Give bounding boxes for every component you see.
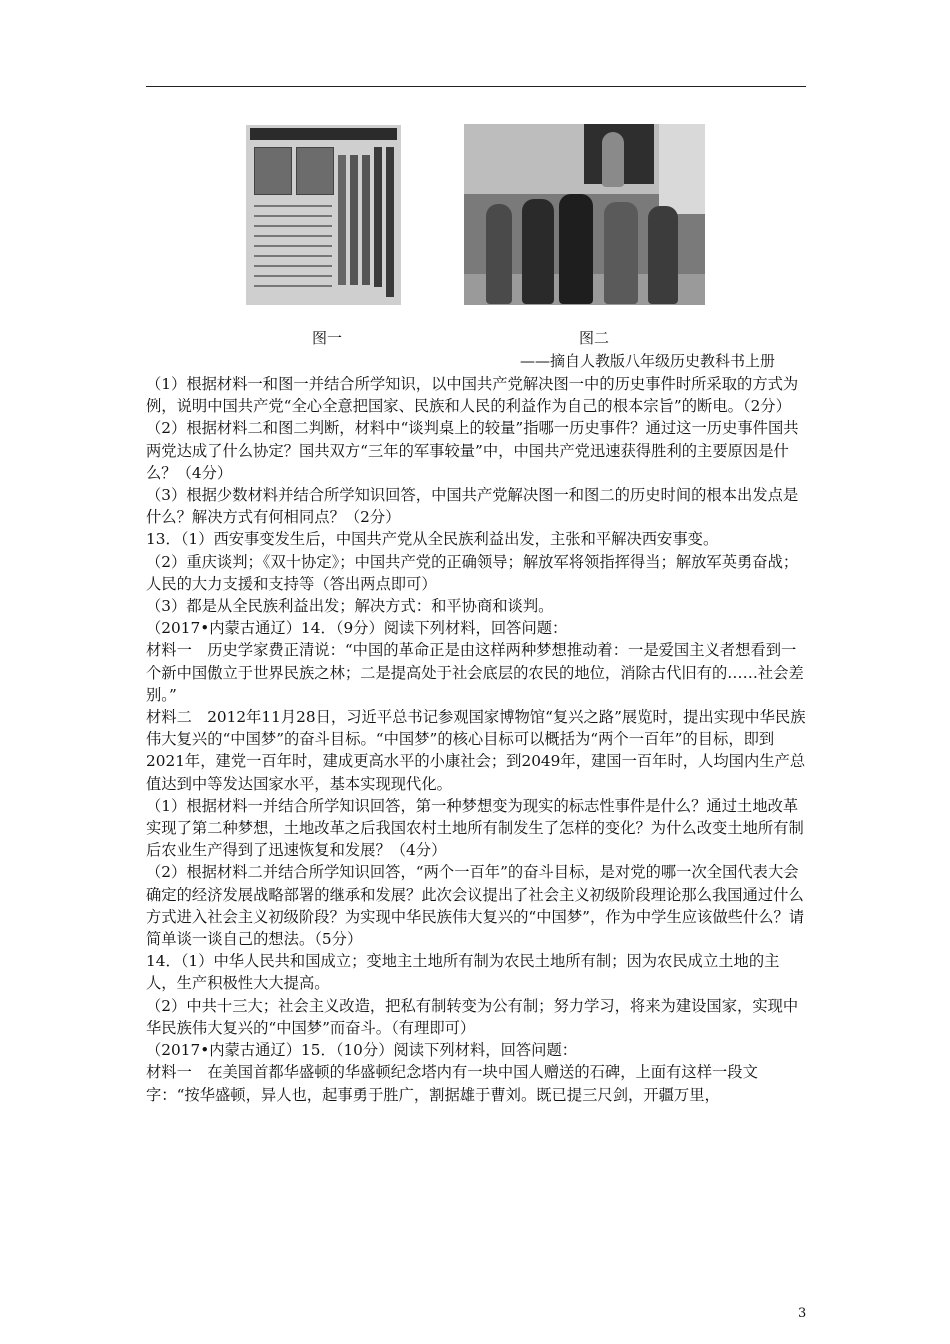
person-figure xyxy=(604,202,638,304)
figure-1-newspaper-image xyxy=(246,125,401,305)
newspaper-headline-column xyxy=(362,155,370,285)
newspaper-text-line xyxy=(254,235,332,237)
newspaper-portrait xyxy=(296,147,334,195)
material-2: 材料二 2012年11月28日，习近平总书记参观国家博物馆“复兴之路”展览时，提出实现中华民族伟大复兴的“中国梦”的奋斗目标。“中国梦”的核心目标可以概括为“两个一百年”的目标，即到2021年，建党一百年时，建成更高水平的小康社会；到2049年，建国一百年时，人均国内生产总值达到中等发达国家水平，基本实现现代化。 xyxy=(146,708,806,793)
answer-13-2: （2）重庆谈判；《双十协定》；中国共产党的正确领导；解放军将领指挥得当；解放军英勇奋战；人民的大力支援和支持等（答出两点即可） xyxy=(146,552,799,593)
answer-13-3: （3）都是从全民族利益出发；解决方式：和平协商和谈判。 xyxy=(146,597,554,616)
answer-13-1: 13．（1）西安事变发生后，中国共产党从全民族利益出发，主张和平解决西安事变。 xyxy=(146,530,719,549)
newspaper-text-line xyxy=(254,255,332,257)
newspaper-text-line xyxy=(254,225,332,227)
question-14-1: （1）根据材料一并结合所学知识回答，第一种梦想变为现实的标志性事件是什么？通过土地改革实现了第二种梦想，土地改革之后我国农村土地所有制发生了怎样的变化？为什么改变土地所有制后农业生产得到了迅速恢复和发展？（4分） xyxy=(146,796,804,860)
newspaper-text-line xyxy=(254,285,332,287)
person-figure xyxy=(559,194,593,304)
question-1: （1）根据材料一和图一并结合所学知识，以中国共产党解决图一中的历史事件时所采取的方式为例，说明中国共产党“全心全意把国家、民族和人民的利益作为自己的根本宗旨”的断电。（2分） xyxy=(146,375,799,416)
newspaper-headline-column xyxy=(386,147,394,297)
header-rule xyxy=(146,86,806,87)
question-14-2: （2）根据材料二并结合所学知识回答，“两个一百年”的奋斗目标，是对党的哪一次全国代表大会确定的经济发展战略部署的继承和发展？此次会议提出了社会主义初级阶段理论那么我国通过什么方式进入社会主义初级阶段？为实现中华民族伟大复兴的“中国梦”，作为中学生应该做些什么？请简单谈一谈自己的想法。（5分） xyxy=(146,863,805,949)
newspaper-headline-column xyxy=(350,155,358,285)
material-15-1: 材料一 在美国首都华盛顿的华盛顿纪念塔内有一块中国人赠送的石碑，上面有这样一段文字：“按华盛顿，异人也，起事勇于胜广，割据雄于曹刘。既已提三尺剑，开疆万里， xyxy=(146,1063,758,1104)
figure-2-caption: 图二 xyxy=(579,329,610,347)
newspaper-headline-column xyxy=(374,147,382,287)
sky-area xyxy=(659,124,705,214)
answer-14-2: （2）中共十三大；社会主义改造，把私有制转变为公有制；努力学习，将来为建设国家，实现中华民族伟大复兴的“中国梦”而奋斗。（有理即可） xyxy=(146,996,799,1037)
question-3: （3）根据少数材料并结合所学知识回答，中国共产党解决图一和图二的历史时间的根本出发点是什么？解决方式有何相同点？（2分） xyxy=(146,486,799,527)
page-number: 3 xyxy=(798,1306,807,1321)
figure-source-note: ——摘自人教版八年级历史教科书上册 xyxy=(520,352,776,370)
material-1: 材料一 历史学家费正清说：“中国的革命正是由这样两种梦想推动着：一是爱国主义者想看到一个新中国傲立于世界民族之林；二是提高处于社会底层的农民的地位，消除古代旧有的……社会差别。” xyxy=(146,641,804,704)
person-figure xyxy=(486,204,512,304)
figure-1-caption: 图一 xyxy=(312,329,343,347)
answer-14-1: 14．（1）中华人民共和国成立；变地主土地所有制为农民土地所有制；因为农民成立土地的主人，生产积极性大大提高。 xyxy=(146,952,780,993)
document-body xyxy=(146,373,808,1106)
newspaper-text-line xyxy=(254,215,332,217)
person-figure xyxy=(648,206,678,304)
newspaper-text-line xyxy=(254,205,332,207)
newspaper-headline-column xyxy=(338,155,346,285)
newspaper-portrait xyxy=(254,147,292,195)
person-figure xyxy=(522,199,554,304)
figure-2-photo xyxy=(464,124,705,305)
newspaper-text-line xyxy=(254,265,332,267)
question-15-intro: （2017•内蒙古通辽）15．（10分）阅读下列材料，回答问题： xyxy=(146,1041,578,1060)
question-14-intro: （2017•内蒙古通辽）14．（9分）阅读下列材料，回答问题： xyxy=(146,619,568,638)
newspaper-text-line xyxy=(254,275,332,277)
newspaper-masthead xyxy=(250,128,397,140)
newspaper-text-line xyxy=(254,245,332,247)
person-figure xyxy=(602,132,624,187)
question-2: （2）根据材料二和图二判断，材料中“谈判桌上的较量”指哪一历史事件？通过这一历史事件国共两党达成了什么协定？国共双方“三年的军事较量”中，中国共产党迅速获得胜利的主要原因是什么？（4分） xyxy=(146,419,799,482)
